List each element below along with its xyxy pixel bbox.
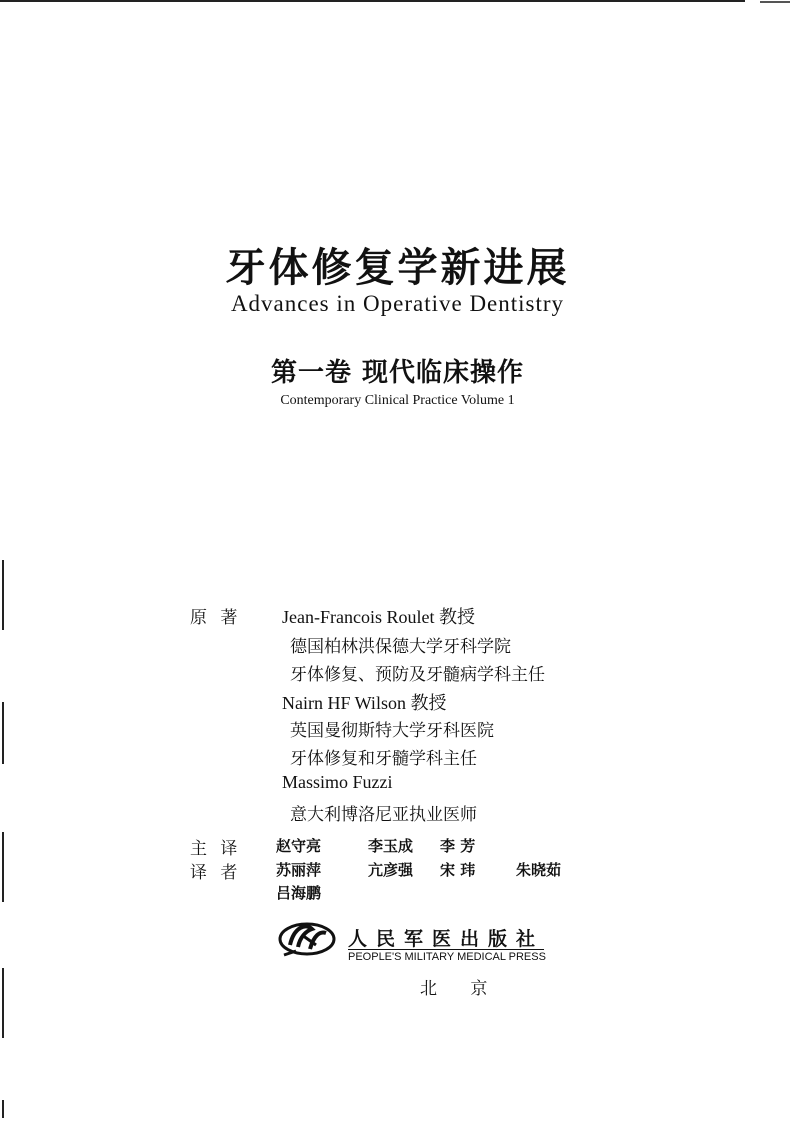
translator-name: 亢彦强	[368, 861, 414, 879]
author-name: Massimo Fuzzi	[282, 772, 393, 792]
publisher-name-chinese: 人民军医出版社	[348, 928, 545, 950]
authors-label: 原 著	[190, 608, 242, 628]
translator-name: 朱晓茹	[516, 861, 562, 879]
book-title-english: Advances in Operative Dentistry	[230, 291, 565, 316]
chief-translator-name: 赵守亮	[276, 837, 322, 855]
left-scan-edge	[2, 968, 4, 1038]
publisher-city: 北 京	[420, 979, 502, 999]
publisher-name-english: PEOPLE'S MILITARY MEDICAL PRESS	[348, 951, 546, 963]
left-scan-edge	[2, 832, 4, 902]
translator-name: 苏丽萍	[276, 861, 322, 879]
pmmp-logo-icon	[276, 915, 338, 963]
book-title-chinese: 牙体修复学新进展	[225, 244, 570, 291]
author-affiliation: 意大利博洛尼亚执业医师	[290, 805, 477, 825]
author-affiliation: 德国柏林洪保德大学牙科学院	[290, 637, 511, 657]
author-name: Jean-Francois Roulet 教授	[282, 607, 475, 627]
volume-title-english: Contemporary Clinical Practice Volume 1	[280, 393, 515, 408]
chief-translator-name: 李玉成	[368, 837, 414, 855]
chief-translator-name: 李 芳	[440, 837, 476, 855]
translators-label: 译 者	[190, 863, 242, 883]
left-scan-edge	[2, 702, 4, 764]
author-position: 牙体修复和牙髓学科主任	[290, 749, 477, 769]
left-scan-edge	[2, 1100, 4, 1118]
translator-name: 宋 玮	[440, 861, 476, 879]
translator-name: 吕海鹏	[276, 884, 322, 902]
chief-translators-label: 主 译	[190, 839, 242, 859]
author-name: Nairn HF Wilson 教授	[282, 693, 447, 713]
author-affiliation: 英国曼彻斯特大学牙科医院	[290, 721, 494, 741]
top-border-line	[0, 0, 745, 2]
author-position: 牙体修复、预防及牙髓病学科主任	[290, 665, 545, 685]
top-border-mark	[760, 1, 790, 3]
left-scan-edge	[2, 560, 4, 630]
volume-title-chinese: 第一卷 现代临床操作	[270, 358, 525, 388]
